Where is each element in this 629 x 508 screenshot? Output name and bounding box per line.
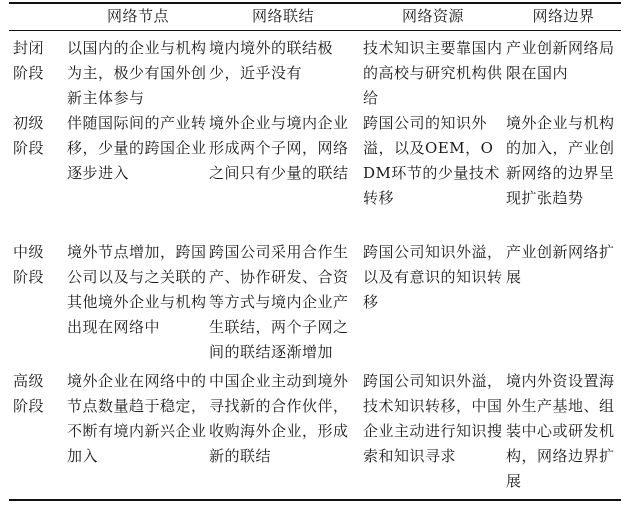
cell-nodes: 境外企业在网络中的节点数量趋于稳定，不断有境内新兴企业加入 [67, 372, 207, 465]
cell-resources: 跨国公司知识外溢，技术知识转移，中国企业主动进行知识搜索和知识寻求 [363, 372, 503, 465]
stage-label: 封闭 阶段 [13, 39, 45, 82]
cell-boundary: 产业创新网络局限在国内 [506, 39, 615, 82]
cell-links: 跨国公司采用合作生产、协作研发、合资等方式与境内企业产生联结，两个子网之间的联结逐渐增加 [209, 243, 349, 361]
stage-label: 高级 阶段 [13, 372, 45, 415]
table-header-rule [9, 30, 621, 31]
cell-nodes: 境外节点增加，跨国公司以及与之关联的其他境外企业与机构出现在网络中 [67, 243, 207, 336]
cell-resources: 跨国公司的知识外溢，以及OEM，ODM环节的少量技术转移 [363, 114, 500, 207]
header-network-nodes: 网络节点 [106, 7, 169, 25]
stage-label: 初级 阶段 [13, 114, 45, 157]
cell-resources: 跨国公司知识外溢，以及有意识的知识转移 [363, 243, 503, 311]
table-top-rule [9, 2, 621, 4]
cell-boundary: 境外企业与机构的加入，产业创新网络的边界呈现扩张趋势 [506, 114, 615, 207]
cell-links: 境内境外的联结极少，近乎没有 [209, 39, 334, 82]
table-bottom-rule [9, 499, 621, 501]
cell-boundary: 产业创新网络扩展 [506, 243, 615, 286]
stage-label: 中级 阶段 [13, 243, 45, 286]
header-network-links: 网络联结 [251, 7, 314, 25]
header-network-resources: 网络资源 [401, 7, 464, 25]
cell-nodes: 以国内的企业与机构为主，极少有国外创新主体参与 [67, 39, 207, 107]
cell-links: 境外企业与境内企业形成两个子网，网络之间只有少量的联结 [209, 114, 349, 182]
cell-links: 中国企业主动到境外寻找新的合作伙伴，收购海外企业，形成新的联结 [209, 372, 349, 465]
cell-resources: 技术知识主要靠国内的高校与研究机构供给 [363, 39, 503, 107]
cell-nodes: 伴随国际间的产业转移，少量的跨国企业逐步进入 [67, 114, 207, 182]
header-network-boundary: 网络边界 [532, 7, 595, 25]
cell-boundary: 境内外资设置海外生产基地、组装中心或研发机构，网络边界扩展 [506, 372, 615, 490]
